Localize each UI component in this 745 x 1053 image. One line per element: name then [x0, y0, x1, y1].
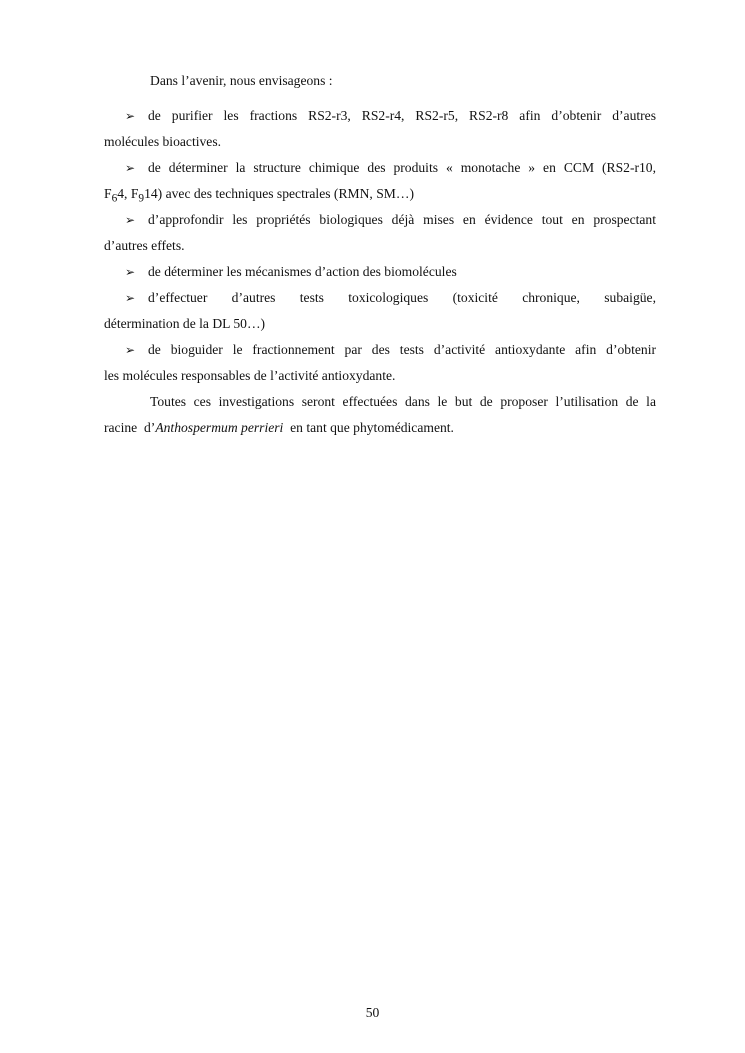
bullet-continuation: molécules bioactives. [104, 134, 222, 149]
formula-text: 4, F [117, 186, 139, 201]
conclusion-text: en tant que phytomédicament. [283, 420, 454, 435]
bullet-continuation [104, 181, 656, 207]
arrow-bullet-icon: ➢ [125, 109, 136, 123]
arrow-bullet-icon: ➢ [125, 291, 136, 305]
bullet-item-3 [104, 207, 656, 233]
bullet-item-5 [104, 285, 656, 311]
intro-paragraph: Dans l’avenir, nous envisageons : [150, 73, 333, 88]
subscript: 9 [138, 192, 145, 205]
arrow-bullet-icon: ➢ [125, 213, 136, 227]
bullet-text: de purifier les fractions RS2-r3, RS2-r4, RS2-r5, RS2-r8 afin d’obtenir d’autres [148, 108, 656, 123]
conclusion-continuation [104, 415, 656, 441]
bullet-text: de déterminer les mécanismes d’action des biomolécules [148, 264, 457, 279]
arrow-bullet-icon: ➢ [125, 343, 136, 357]
arrow-bullet-icon: ➢ [125, 265, 136, 279]
bullet-text: de déterminer la structure chimique des produits « monotache » en CCM (RS2-r10, [148, 160, 656, 175]
bullet-continuation: détermination de la DL 50…) [104, 316, 266, 331]
formula-text: F [104, 186, 112, 201]
formula-text: 14) avec des techniques spectrales (RMN, SM…) [144, 186, 414, 201]
conclusion-text: racine d’ [104, 420, 156, 435]
species-name: Anthospermum perrieri [155, 420, 284, 435]
bullet-continuation: les molécules responsables de l’activité antioxydante. [104, 368, 396, 383]
bullet-text: d’approfondir les propriétés biologiques déjà mises en évidence tout en prospectant [148, 212, 656, 227]
bullet-text: de bioguider le fractionnement par des tests d’activité antioxydante afin d’obtenir [148, 342, 656, 357]
bullet-text: d’effectuer d’autres tests toxicologiques (toxicité chronique, subaigüe, [148, 290, 656, 305]
bullet-item-1 [104, 103, 656, 129]
bullet-item-6 [104, 337, 656, 363]
arrow-bullet-icon: ➢ [125, 161, 136, 175]
page-number: 50 [365, 1005, 380, 1020]
conclusion-paragraph: Toutes ces investigations seront effectuées dans le but de proposer l’utilisation de la [150, 394, 656, 409]
subscript: 6 [111, 192, 118, 205]
page-content [104, 68, 656, 441]
bullet-item-2 [104, 155, 656, 181]
bullet-continuation: d’autres effets. [104, 238, 185, 253]
bullet-item-4 [104, 259, 656, 285]
